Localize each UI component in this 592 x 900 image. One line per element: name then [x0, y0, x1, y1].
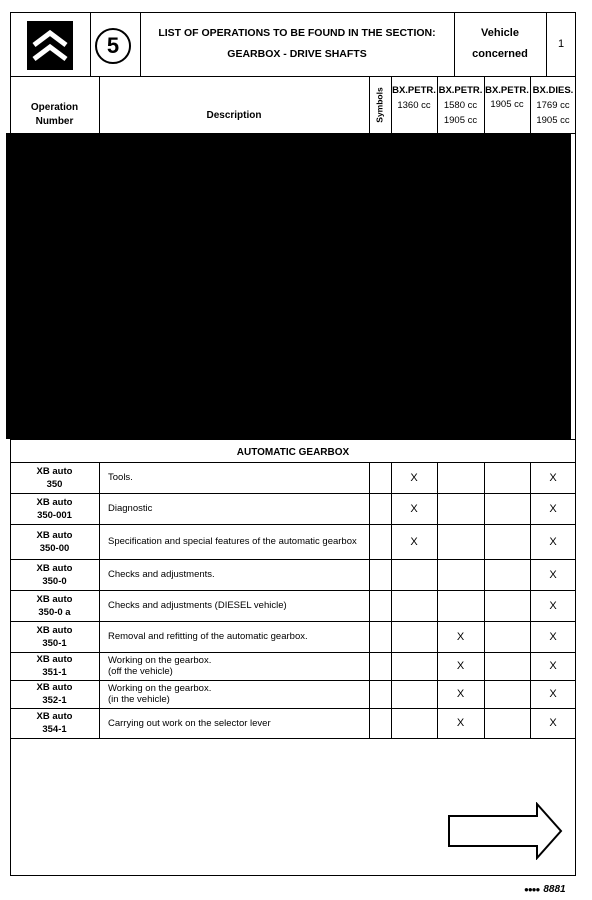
applicability-mark: X: [549, 630, 557, 643]
symbols-label: Symbols: [375, 87, 385, 123]
column-divider: [391, 708, 392, 738]
redacted-region: [6, 133, 571, 439]
column-divider: [391, 590, 392, 621]
applicability-mark: X: [549, 660, 557, 672]
right-arrow-icon: [447, 802, 563, 860]
engine-type: BX.PETR.: [485, 85, 529, 96]
description-line-1: Diagnostic: [108, 503, 153, 514]
column-divider: [99, 462, 100, 493]
description-line-1: Specification and special features of the automatic gearbox: [108, 536, 357, 547]
section-number-badge: [95, 28, 131, 64]
section-top-rule: [10, 439, 576, 440]
operation-label-line-1: Operation: [30, 102, 79, 113]
bullet-dots-icon: ●●●●: [524, 884, 540, 894]
description-line-2: (off the vehicle): [108, 666, 173, 677]
page-title: [140, 24, 454, 63]
column-divider: [437, 590, 438, 621]
column-divider: [484, 652, 485, 680]
applicability-mark: X: [549, 688, 557, 700]
operation-description: [108, 621, 366, 652]
column-divider: [484, 621, 485, 652]
description-line-2: (in the vehicle): [108, 694, 170, 705]
vehicle-concerned-label: [454, 26, 546, 62]
operation-code-line-2: 350-001: [37, 509, 72, 521]
operation-description: [108, 493, 366, 524]
column-divider: [99, 708, 100, 738]
col-header-engine-2: [437, 84, 484, 128]
col-header-symbols: [369, 76, 391, 134]
applicability-mark: X: [549, 535, 557, 548]
column-divider: [369, 680, 370, 708]
engine-type: BX.PETR.: [392, 85, 436, 96]
brand-logo: [27, 21, 73, 70]
column-divider: [484, 462, 485, 493]
section-title: AUTOMATIC GEARBOX: [236, 446, 350, 458]
page-number: 1: [557, 38, 565, 50]
column-divider: [99, 524, 100, 559]
column-divider: [99, 621, 100, 652]
applicability-mark: X: [456, 630, 465, 643]
operation-code-line-1: XB auto: [36, 496, 73, 508]
operation-code-line-2: 350-1: [42, 637, 67, 649]
column-divider: [391, 652, 392, 680]
section-number: 5: [106, 33, 120, 58]
column-divider: [484, 493, 485, 524]
operation-code-line-1: XB auto: [36, 593, 73, 605]
title-line-1: LIST OF OPERATIONS TO BE FOUND IN THE SECTION:: [158, 27, 436, 39]
operation-code-line-1: XB auto: [36, 465, 73, 477]
column-divider: [99, 652, 100, 680]
col-header-operation: [10, 101, 99, 129]
engine-size: 1905 cc: [536, 115, 570, 126]
operation-code-line-2: 350-0 a: [38, 606, 71, 618]
applicability-mark: X: [456, 717, 465, 729]
title-line-2: GEARBOX - DRIVE SHAFTS: [227, 48, 367, 60]
operation-number: [10, 680, 99, 708]
operation-number: [10, 559, 99, 590]
column-divider: [369, 708, 370, 738]
chevrons-logo-icon: [27, 21, 73, 70]
column-divider: [369, 493, 370, 524]
operation-description: [108, 652, 366, 680]
column-divider: [437, 462, 438, 493]
column-divider: [369, 621, 370, 652]
operation-code-line-2: 350: [46, 478, 63, 490]
operation-number: [10, 621, 99, 652]
operation-number: [10, 590, 99, 621]
applicability-mark: X: [410, 471, 418, 484]
doc-code: [524, 882, 584, 896]
applicability-mark: X: [549, 599, 557, 612]
next-page-arrow: [447, 802, 563, 860]
operation-code-line-2: 350-00: [39, 542, 70, 554]
description-line-1: Checks and adjustments.: [108, 569, 215, 580]
operation-label-line-2: Number: [35, 116, 74, 127]
engine-size: 1905 cc: [490, 99, 524, 110]
engine-type: BX.PETR.: [438, 85, 483, 96]
column-divider: [99, 76, 100, 134]
row-rule: [10, 738, 576, 739]
engine-size: 1769 cc: [536, 100, 570, 111]
header-bottom-rule: [10, 76, 576, 77]
vehicle-label-line-1: Vehicle: [481, 27, 519, 39]
col-header-description: Description: [206, 109, 262, 121]
doc-code-number: 8881: [543, 883, 566, 895]
applicability-mark: X: [549, 717, 557, 729]
operation-code-line-2: 350-0: [42, 575, 67, 587]
column-divider: [437, 559, 438, 590]
column-divider: [484, 559, 485, 590]
description-line-1: Tools.: [108, 472, 133, 483]
applicability-mark: X: [456, 660, 465, 672]
operation-description: [108, 708, 366, 738]
column-divider: [369, 524, 370, 559]
operation-code-line-2: 351-1: [42, 667, 67, 678]
column-divider: [484, 708, 485, 738]
applicability-mark: X: [549, 568, 557, 581]
operation-number: [10, 493, 99, 524]
engine-size: 1905 cc: [443, 115, 478, 126]
description-line-1: Carrying out work on the selector lever: [108, 717, 271, 729]
operation-code-line-1: XB auto: [36, 529, 73, 541]
description-line-1: Working on the gearbox.: [108, 683, 212, 694]
col-header-engine-3: [484, 84, 530, 112]
column-divider: [369, 559, 370, 590]
column-divider: [575, 133, 576, 439]
column-divider: [391, 621, 392, 652]
applicability-mark: X: [410, 502, 418, 515]
operation-number: [10, 524, 99, 559]
column-divider: [484, 590, 485, 621]
applicability-mark: X: [549, 471, 557, 484]
operation-code-line-1: XB auto: [36, 654, 73, 665]
column-divider: [99, 680, 100, 708]
operation-code-line-1: XB auto: [36, 682, 73, 693]
column-divider: [99, 559, 100, 590]
column-divider: [437, 493, 438, 524]
column-divider: [391, 680, 392, 708]
column-divider: [391, 559, 392, 590]
vehicle-label-line-2: concerned: [472, 48, 528, 60]
description-line-1: Checks and adjustments (DIESEL vehicle): [108, 600, 287, 611]
operation-code-line-2: 354-1: [42, 724, 67, 735]
operation-description: [108, 462, 366, 493]
operation-code-line-1: XB auto: [36, 562, 73, 574]
column-divider: [99, 590, 100, 621]
operation-number: [10, 708, 99, 738]
column-divider: [369, 462, 370, 493]
col-header-engine-4: [530, 84, 576, 128]
column-divider: [369, 652, 370, 680]
applicability-mark: X: [549, 502, 557, 515]
operation-description: [108, 524, 366, 559]
operation-description: [108, 680, 366, 708]
operation-description: [108, 559, 366, 590]
column-divider: [99, 493, 100, 524]
column-divider: [437, 524, 438, 559]
engine-type: BX.DIES.: [532, 85, 574, 96]
column-divider: [369, 590, 370, 621]
description-line-1: Removal and refitting of the automatic gearbox.: [108, 631, 308, 642]
operation-number: [10, 462, 99, 493]
operation-number: [10, 652, 99, 680]
column-divider: [484, 524, 485, 559]
description-line-1: Working on the gearbox.: [108, 655, 212, 666]
applicability-mark: X: [410, 535, 418, 548]
operation-code-line-2: 352-1: [42, 695, 67, 706]
header-divider: [90, 12, 91, 76]
operation-code-line-1: XB auto: [36, 624, 73, 636]
operation-code-line-1: XB auto: [36, 711, 73, 722]
engine-size: 1580 cc: [443, 100, 478, 111]
applicability-mark: X: [456, 688, 465, 700]
operation-description: [108, 590, 366, 621]
col-header-engine-1: [391, 84, 437, 114]
column-divider: [484, 680, 485, 708]
engine-size: 1360 cc: [397, 100, 431, 111]
